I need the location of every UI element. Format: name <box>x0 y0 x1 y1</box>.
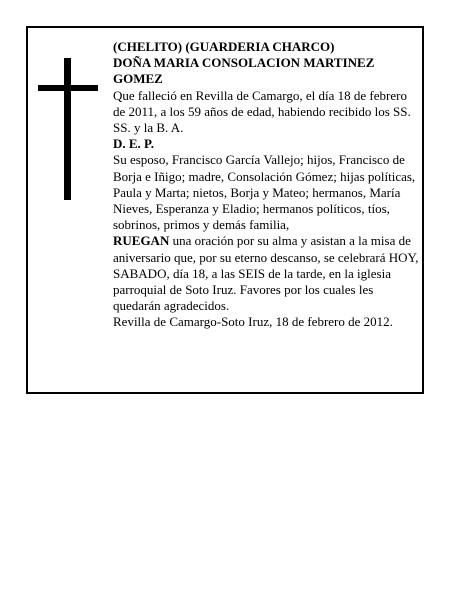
cross-vertical-bar <box>64 58 71 200</box>
cross-horizontal-bar <box>38 85 98 91</box>
request-word: RUEGAN <box>113 233 170 249</box>
nickname-line: (CHELITO) (GUARDERIA CHARCO) <box>113 39 335 54</box>
notice-text <box>113 39 421 331</box>
family-list: Su esposo, Francisco García Vallejo; hijos, Francisco de Borja e Iñigo; madre, Consolación Gómez; hijas políticas, Paula y Marta; nietos, Borja y Mateo; hermanos, María Nieves, Esperanza y Eladio; hermanos políticos, tíos, sobrinos, primos y demás familia, <box>113 152 416 233</box>
death-info: Que falleció en Revilla de Camargo, el día 18 de febrero de 2011, a los 59 años de edad, habiendo recibido los SS. SS. y la B. A. <box>113 87 411 136</box>
place-date: Revilla de Camargo-Soto Iruz, 18 de febrero de 2012. <box>113 314 393 330</box>
dep-line: D. E. P. <box>113 136 155 152</box>
request-paragraph <box>113 233 421 314</box>
obituary-notice <box>26 26 424 394</box>
cross-icon <box>38 58 98 200</box>
request-text: una oración por su alma y asistan a la misa de aniversario que, por su eterno descanso, se celebrará HOY, SABADO, día 18, a las SEIS de la tarde, en la iglesia parroquial de Soto Iruz. Favores por los cuales les quedarán agradecidos. <box>113 233 419 314</box>
deceased-name: DOÑA MARIA CONSOLACION MARTINEZ GOMEZ <box>113 55 375 87</box>
